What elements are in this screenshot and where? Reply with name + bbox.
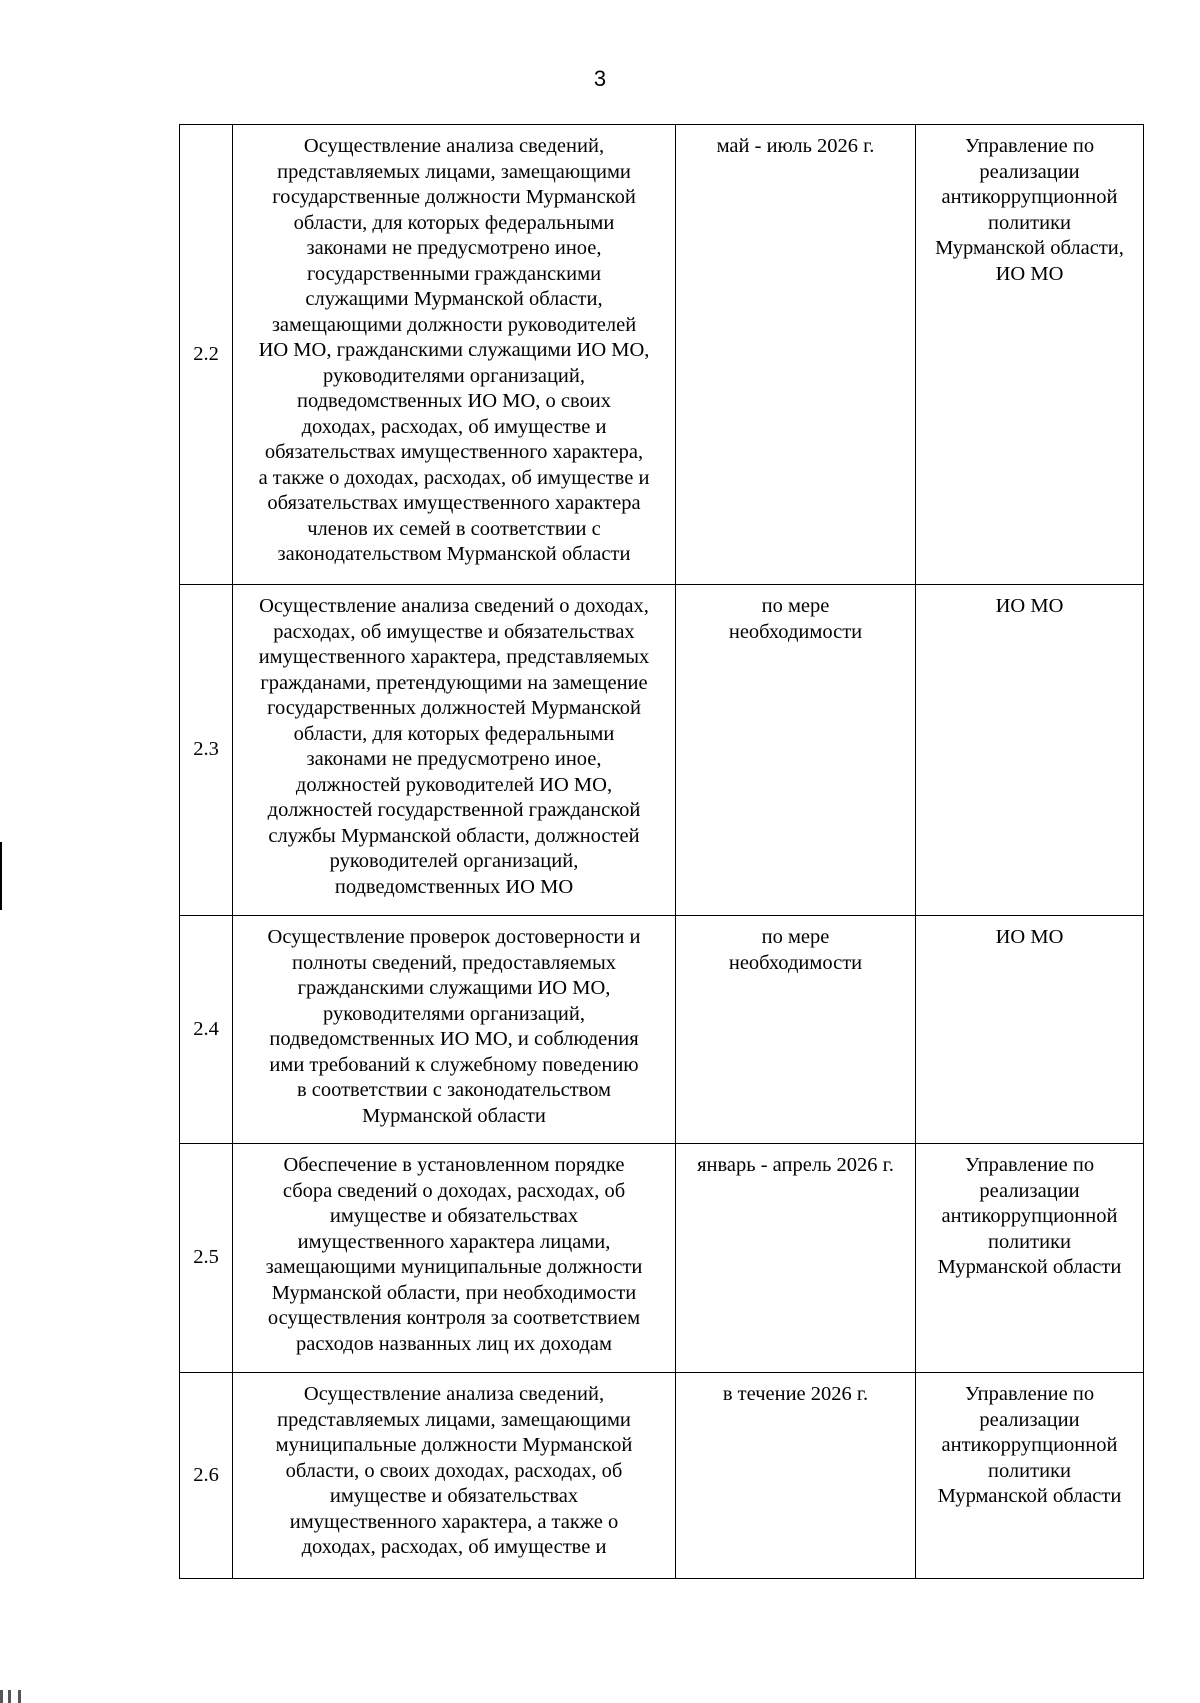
scan-corner-mark [0, 1690, 40, 1703]
description-cell [233, 125, 676, 585]
measure-deadline: май - июль 2026 г. [716, 135, 875, 157]
measure-description: Осуществление анализа сведений, представляемых лицами, замещающими государственные должности Мурманской области, для которых федеральными законами не предусмотрено иное, государственными гражданскими служащими Мурманской области, замещающими должности руководителей ИО МО, гражданскими служащими ИО МО, руководителями организаций, подведомственных ИО МО, о своих доходах, расходах, об имуществе и обязательствах имущественного характера, а также о доходах, расходах, об имуществе и обязательствах имущественного характера членов их семей в соответствии с законодательством Мурманской области [258, 135, 650, 565]
measure-deadline: январь - апрель 2026 г. [697, 1154, 894, 1176]
row-number-cell [180, 585, 233, 916]
measure-description: Осуществление проверок достоверности и полноты сведений, предоставляемых гражданскими служащими ИО МО, руководителями организаций, подведомственных ИО МО, и соблюдения ими требований к служебному поведению в соответствии с законодательством Мурманской области [267, 926, 641, 1127]
deadline-cell [676, 1144, 916, 1373]
row-number: 2.6 [193, 1463, 219, 1486]
description-cell [233, 585, 676, 916]
responsible-cell [916, 1373, 1144, 1579]
responsible-cell [916, 916, 1144, 1144]
responsible-cell [916, 1144, 1144, 1373]
responsible-cell [916, 125, 1144, 585]
measure-description: Осуществление анализа сведений о доходах, расходах, об имуществе и обязательствах имущественного характера, представляемых гражданами, претендующими на замещение государственных должностей Мурманской области, для которых федеральными законами не предусмотрено иное, должностей руководителей ИО МО, должностей государственной гражданской службы Мурманской области, должностей руководителей организаций, подведомственных ИО МО [258, 595, 650, 898]
description-cell [233, 916, 676, 1144]
table-row [180, 585, 1144, 916]
deadline-cell [676, 916, 916, 1144]
measure-responsible: Управление по реализации антикоррупционной политики Мурманской области [937, 1383, 1122, 1507]
deadline-cell [676, 585, 916, 916]
measure-responsible: ИО МО [995, 926, 1064, 948]
scan-edge-mark [0, 842, 2, 910]
row-number: 2.3 [193, 738, 219, 761]
measure-description: Обеспечение в установленном порядке сбора сведений о доходах, расходах, об имуществе и обязательствах имущественного характера лицами, замещающими муниципальные должности Мурманской области, при необходимости осуществления контроля за соответствием расходов названных лиц их доходам [265, 1154, 643, 1355]
row-number: 2.4 [193, 1017, 219, 1040]
row-number-cell [180, 916, 233, 1144]
row-number-cell [180, 125, 233, 585]
table-row [180, 125, 1144, 585]
measure-responsible: Управление по реализации антикоррупционной политики Мурманской области, ИО МО [935, 135, 1124, 285]
deadline-cell [676, 125, 916, 585]
measure-deadline: в течение 2026 г. [722, 1383, 869, 1405]
row-number: 2.2 [193, 342, 219, 365]
description-cell [233, 1373, 676, 1579]
measure-responsible: Управление по реализации антикоррупционной политики Мурманской области [937, 1154, 1122, 1278]
row-number-cell [180, 1144, 233, 1373]
deadline-cell [676, 1373, 916, 1579]
table-row [180, 1373, 1144, 1579]
responsible-cell [916, 585, 1144, 916]
row-number: 2.5 [193, 1246, 219, 1269]
table-row [180, 916, 1144, 1144]
measure-description: Осуществление анализа сведений, представляемых лицами, замещающими муниципальные должности Мурманской области, о своих доходах, расходах, об имуществе и обязательствах имущественного характера, а также о доходах, расходах, об имуществе и [275, 1383, 633, 1558]
measure-deadline: по мере необходимости [728, 595, 863, 643]
measure-responsible: ИО МО [995, 595, 1064, 617]
row-number-cell [180, 1373, 233, 1579]
measures-table [179, 124, 1144, 1579]
measure-deadline: по мере необходимости [728, 926, 863, 974]
page-number: 3 [593, 66, 607, 91]
table-row [180, 1144, 1144, 1373]
description-cell [233, 1144, 676, 1373]
